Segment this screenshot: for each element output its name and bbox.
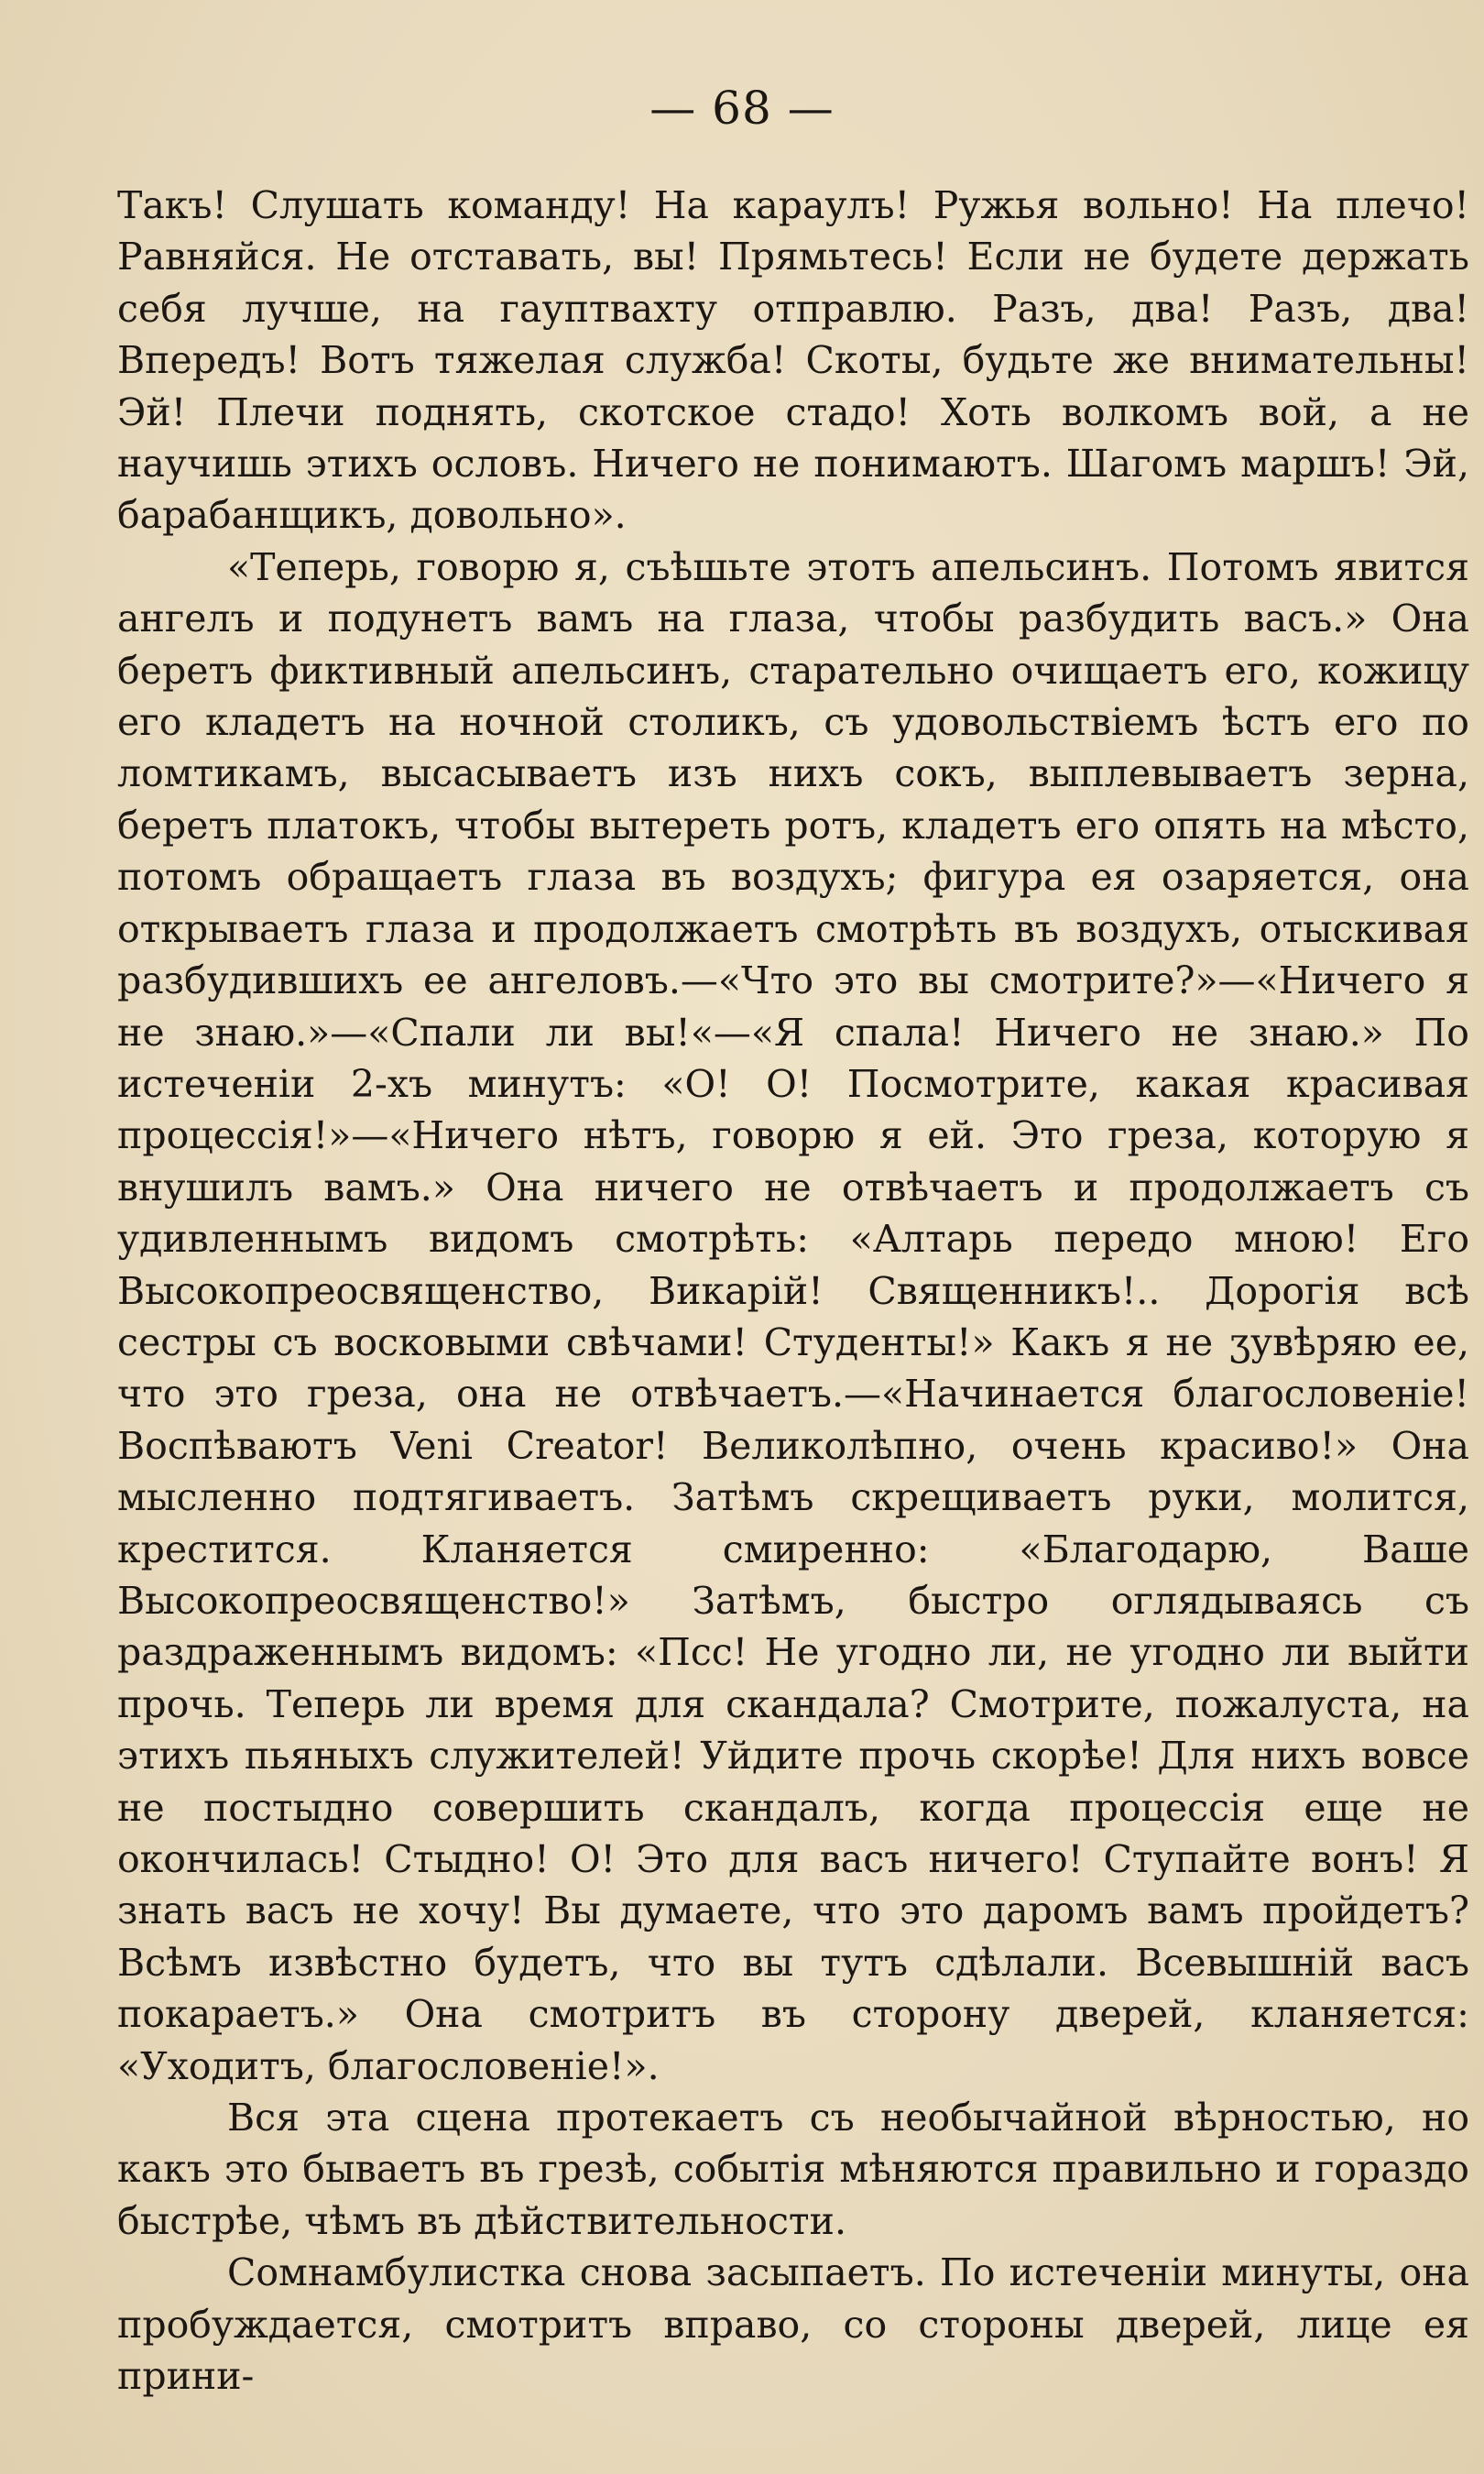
paragraph-3: Вся эта сцена протекаетъ съ необычайной вѣрностью, но какъ это бываетъ въ грезѣ, событiя мѣняются правильно и гораздо быстрѣе, чѣмъ въ дѣйствительности.: [117, 2096, 1469, 2243]
paragraph-2: «Теперь, говорю я, съѣшьте этотъ апельсинъ. Потомъ явится ангелъ и подунетъ вамъ на глаза, чтобы разбудить васъ.» Она беретъ фиктивный апельсинъ, старательно очищаетъ его, кожицу его кладетъ на ночной столикъ, съ удовольствiемъ ѣстъ его по ломтикамъ, высасываетъ изъ нихъ сокъ, выплевываетъ зерна, беретъ платокъ, чтобы вытереть ротъ, кладетъ его опять на мѣсто, потомъ обращаетъ глаза въ воздухъ; фигура ея озаряется, она открываетъ глаза и продолжаетъ смотрѣть въ воздухъ, отыскивая разбудившихъ ее ангеловъ.—«Что это вы смотрите?»—«Ничего я не знаю.»—«Спали ли вы!«—«Я спала! Ничего не знаю.» По истеченiи 2-хъ минутъ: «О! О! Посмотрите, какая красивая процессiя!»—«Ничего нѣтъ, говорю я ей. Это греза, которую я внушилъ вамъ.» Она ничего не отвѣчаетъ и продолжаетъ съ удивленнымъ видомъ смотрѣть: «Алтарь передо мною! Его Высокопреосвященство, Викарiй! Священникъ!.. Дорогiя всѣ сестры съ восковыми свѣчами! Студенты!» Какъ я не ʒувѣряю ее, что это греза, она не отвѣчаетъ.—«Начинается благословенiе! Воспѣваютъ Veni Creator! Великолѣпно, очень красиво!» Она мысленно подтягиваетъ. Затѣмъ скрещиваетъ руки, молится, крестится. Кланяется смиренно: «Благодарю, Ваше Высокопреосвященство!» Затѣмъ, быстро оглядываясь съ раздраженнымъ видомъ: «Псс! Не угодно ли, не угодно ли выйти прочь. Теперь ли время для скандала? Смотрите, пожалуста, на этихъ пьяныхъ служителей! Уйдите прочь скорѣе! Для нихъ вовсе не постыдно совершить скандалъ, когда процессiя еще не окончилась! Стыдно! О! Это для васъ ничего! Ступайте вонъ! Я знать васъ не хочу! Вы думаете, что это даромъ вамъ пройдетъ? Всѣмъ извѣстно будетъ, что вы тутъ сдѣлали. Всевышнiй васъ покараетъ.» Она смотритъ въ сторону дверей, кланяется: «Уходитъ, благословенiе!».: [117, 544, 1469, 2088]
text-block: [117, 180, 1469, 2402]
paragraph-4: Сомнамбулистка снова засыпаетъ. По истеченiи минуты, она пробуждается, смотритъ вправо, со стороны дверей, лице ея прини-: [117, 2250, 1469, 2399]
paragraph-1: Такъ! Слушать команду! На караулъ! Ружья вольно! На плечо! Равняйся. Не отставать, вы! Прямьтесь! Если не будете держать себя лучше, на гауптвахту отправлю. Разъ, два! Разъ, два! Впередъ! Вотъ тяжелая служба! Скоты, будьте же внимательны! Эй! Плечи поднять, скотское стадо! Хоть волкомъ вой, а не научишь этихъ ословъ. Ничего не понимаютъ. Шагомъ маршъ! Эй, барабанщикъ, довольно».: [117, 183, 1469, 538]
page-number: — 68 —: [649, 82, 835, 135]
